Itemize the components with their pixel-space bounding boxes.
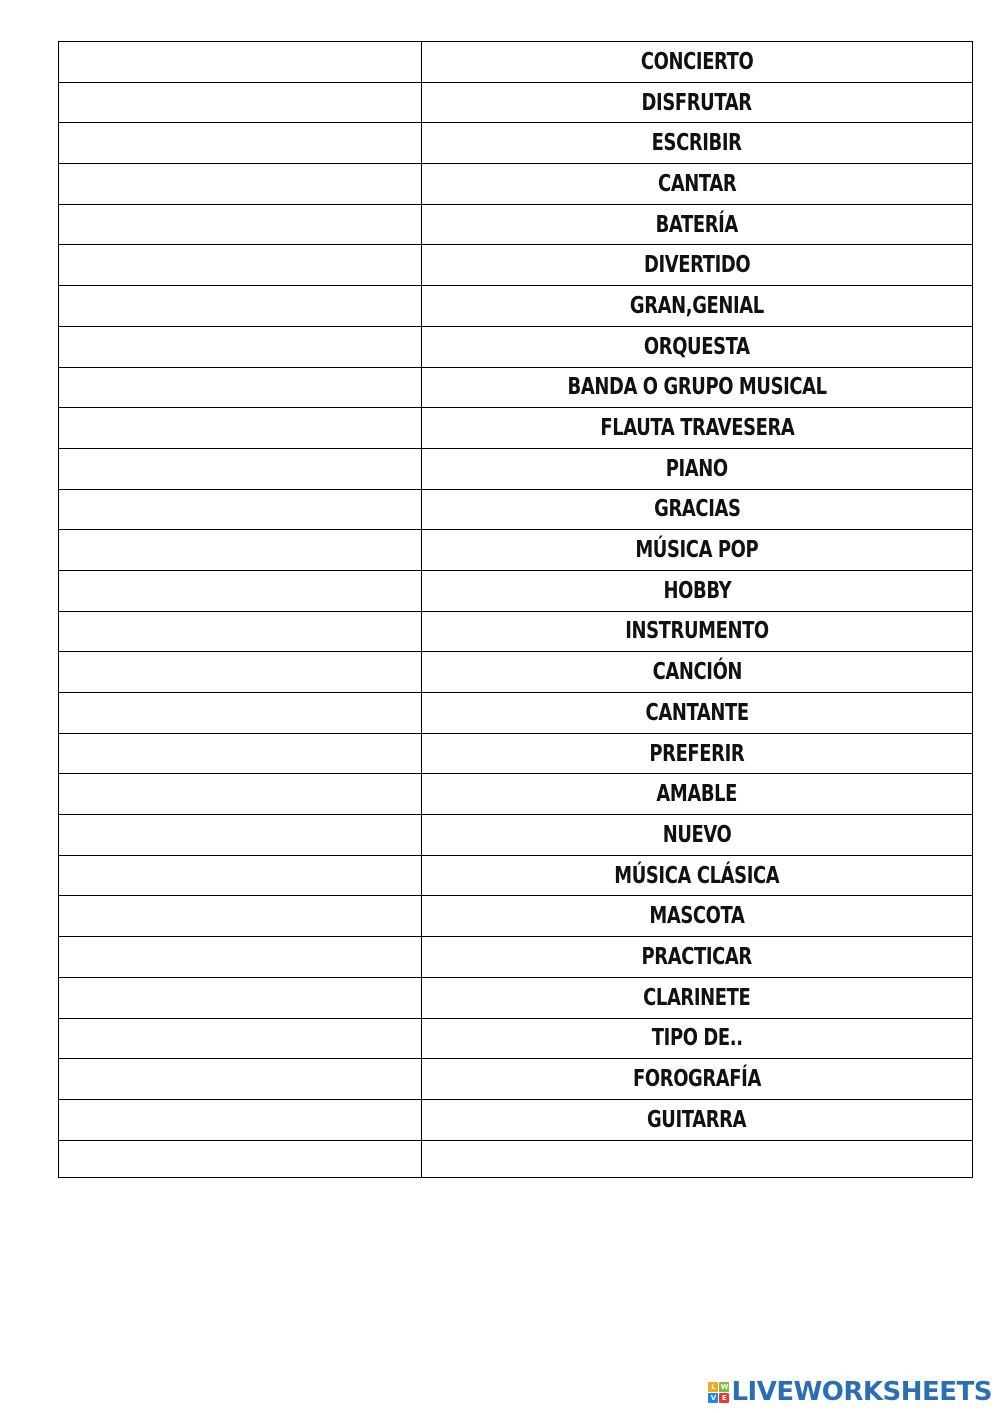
table-row	[59, 693, 973, 734]
logo-letter: V	[708, 1393, 718, 1403]
table-row	[59, 42, 973, 83]
table-row	[59, 408, 973, 449]
answer-cell[interactable]	[59, 1140, 422, 1177]
vocabulary-word: MÚSICA POP	[635, 537, 759, 564]
answer-input[interactable]	[59, 896, 421, 936]
answer-input[interactable]	[59, 205, 421, 245]
table-row	[59, 733, 973, 774]
answer-cell[interactable]	[59, 530, 422, 571]
answer-input[interactable]	[59, 774, 421, 814]
answer-input[interactable]	[59, 408, 421, 448]
table-row	[59, 123, 973, 164]
vocabulary-word: DIVERTIDO	[643, 252, 751, 279]
answer-cell[interactable]	[59, 611, 422, 652]
word-cell	[422, 42, 973, 83]
table-row	[59, 937, 973, 978]
word-cell	[422, 855, 973, 896]
word-cell	[422, 896, 973, 937]
answer-input[interactable]	[59, 571, 421, 611]
logo-letter: L	[708, 1382, 718, 1392]
word-cell	[422, 367, 973, 408]
word-cell	[422, 489, 973, 530]
word-cell	[422, 1059, 973, 1100]
word-cell	[422, 937, 973, 978]
table-row	[59, 977, 973, 1018]
logo-letter: E	[719, 1393, 729, 1403]
answer-input[interactable]	[59, 937, 421, 977]
table-row	[59, 164, 973, 205]
vocabulary-word: MASCOTA	[649, 903, 745, 930]
answer-input[interactable]	[59, 978, 421, 1018]
vocabulary-word: GRAN,GENIAL	[630, 292, 764, 319]
answer-cell[interactable]	[59, 855, 422, 896]
answer-input[interactable]	[59, 652, 421, 692]
vocabulary-word: PIANO	[665, 455, 729, 482]
answer-input[interactable]	[59, 530, 421, 570]
liveworksheets-brand	[708, 1377, 992, 1407]
answer-cell[interactable]	[59, 82, 422, 123]
word-cell	[422, 530, 973, 571]
vocabulary-word: CONCIERTO	[640, 48, 754, 75]
vocabulary-word: CANCIÓN	[652, 659, 742, 686]
word-cell	[422, 652, 973, 693]
table-row	[59, 1140, 973, 1177]
answer-cell[interactable]	[59, 367, 422, 408]
word-cell	[422, 977, 973, 1018]
answer-cell[interactable]	[59, 937, 422, 978]
word-cell	[422, 448, 973, 489]
answer-cell[interactable]	[59, 408, 422, 449]
answer-cell[interactable]	[59, 164, 422, 205]
answer-input[interactable]	[59, 815, 421, 855]
table-row	[59, 774, 973, 815]
table-row	[59, 611, 973, 652]
vocabulary-word: NUEVO	[662, 821, 732, 848]
word-cell	[422, 570, 973, 611]
vocabulary-word: TIPO DE..	[651, 1025, 743, 1052]
answer-cell[interactable]	[59, 448, 422, 489]
answer-input[interactable]	[59, 856, 421, 896]
table-row	[59, 1059, 973, 1100]
vocabulary-word: ORQUESTA	[644, 333, 750, 360]
answer-cell[interactable]	[59, 652, 422, 693]
word-cell	[422, 815, 973, 856]
answer-input[interactable]	[59, 327, 421, 367]
answer-cell[interactable]	[59, 733, 422, 774]
vocabulary-word: BANDA O GRUPO MUSICAL	[567, 374, 827, 401]
table-row	[59, 855, 973, 896]
vocabulary-word: CLARINETE	[643, 984, 751, 1011]
answer-input[interactable]	[59, 42, 421, 82]
brand-name: LIVEWORKSHEETS	[731, 1377, 992, 1407]
vocabulary-word: CANTAR	[657, 170, 737, 197]
word-cell	[422, 82, 973, 123]
vocabulary-word: HOBBY	[663, 577, 731, 604]
answer-cell[interactable]	[59, 204, 422, 245]
word-cell	[422, 204, 973, 245]
table-row	[59, 896, 973, 937]
answer-cell[interactable]	[59, 815, 422, 856]
vocabulary-word: ESCRIBIR	[652, 130, 742, 157]
word-cell	[422, 774, 973, 815]
vocabulary-word: GRACIAS	[653, 496, 741, 523]
word-cell	[422, 123, 973, 164]
vocabulary-word: MÚSICA CLÁSICA	[614, 862, 780, 889]
vocabulary-word: AMABLE	[656, 781, 738, 808]
answer-cell[interactable]	[59, 326, 422, 367]
answer-cell[interactable]	[59, 693, 422, 734]
answer-cell[interactable]	[59, 245, 422, 286]
answer-input[interactable]	[59, 1100, 421, 1140]
table-row	[59, 652, 973, 693]
answer-input[interactable]	[59, 612, 421, 652]
word-cell	[422, 286, 973, 327]
word-cell	[422, 611, 973, 652]
logo-letter: W	[720, 1382, 729, 1391]
word-cell	[422, 408, 973, 449]
word-cell	[422, 164, 973, 205]
answer-input[interactable]	[59, 693, 421, 733]
word-cell	[422, 733, 973, 774]
table-row	[59, 448, 973, 489]
table-row	[59, 1099, 973, 1140]
answer-cell[interactable]	[59, 1059, 422, 1100]
answer-input[interactable]	[59, 1019, 421, 1059]
word-cell	[422, 326, 973, 367]
answer-input[interactable]	[59, 449, 421, 489]
table-row	[59, 245, 973, 286]
vocabulary-word: BATERÍA	[655, 211, 739, 238]
vocabulary-word: DISFRUTAR	[641, 89, 753, 116]
liveworksheets-logo-icon	[708, 1382, 729, 1403]
vocabulary-rows	[59, 42, 973, 1178]
table-row	[59, 530, 973, 571]
vocabulary-word: CANTANTE	[645, 699, 749, 726]
answer-cell[interactable]	[59, 1099, 422, 1140]
answer-input[interactable]	[59, 734, 421, 774]
answer-cell[interactable]	[59, 570, 422, 611]
answer-cell[interactable]	[59, 977, 422, 1018]
answer-cell[interactable]	[59, 489, 422, 530]
table-row	[59, 204, 973, 245]
answer-cell[interactable]	[59, 42, 422, 83]
answer-input[interactable]	[59, 245, 421, 285]
answer-cell[interactable]	[59, 896, 422, 937]
answer-cell[interactable]	[59, 123, 422, 164]
vocabulary-word: PREFERIR	[649, 740, 745, 767]
table-row	[59, 489, 973, 530]
answer-input[interactable]	[59, 286, 421, 326]
answer-input[interactable]	[59, 164, 421, 204]
word-cell	[422, 693, 973, 734]
word-cell	[422, 1099, 973, 1140]
table-row	[59, 570, 973, 611]
answer-cell[interactable]	[59, 774, 422, 815]
table-row	[59, 815, 973, 856]
table-row	[59, 82, 973, 123]
word-cell	[422, 1018, 973, 1059]
vocabulary-word: FOROGRAFÍA	[633, 1066, 761, 1093]
answer-input[interactable]	[59, 123, 421, 163]
table-row	[59, 326, 973, 367]
table-row	[59, 286, 973, 327]
answer-cell[interactable]	[59, 1018, 422, 1059]
answer-input[interactable]	[59, 1059, 421, 1099]
vocabulary-word: INSTRUMENTO	[625, 618, 769, 645]
vocabulary-table	[58, 41, 973, 1178]
table-row	[59, 1018, 973, 1059]
answer-input[interactable]	[59, 368, 421, 408]
answer-cell[interactable]	[59, 286, 422, 327]
vocabulary-word: GUITARRA	[647, 1106, 747, 1133]
table-row	[59, 367, 973, 408]
answer-input[interactable]	[59, 490, 421, 530]
answer-input[interactable]	[59, 1141, 421, 1177]
answer-input[interactable]	[59, 83, 421, 123]
word-cell	[422, 245, 973, 286]
vocabulary-word: FLAUTA TRAVESERA	[599, 415, 795, 442]
word-cell	[422, 1140, 973, 1177]
vocabulary-word: PRACTICAR	[641, 943, 753, 970]
